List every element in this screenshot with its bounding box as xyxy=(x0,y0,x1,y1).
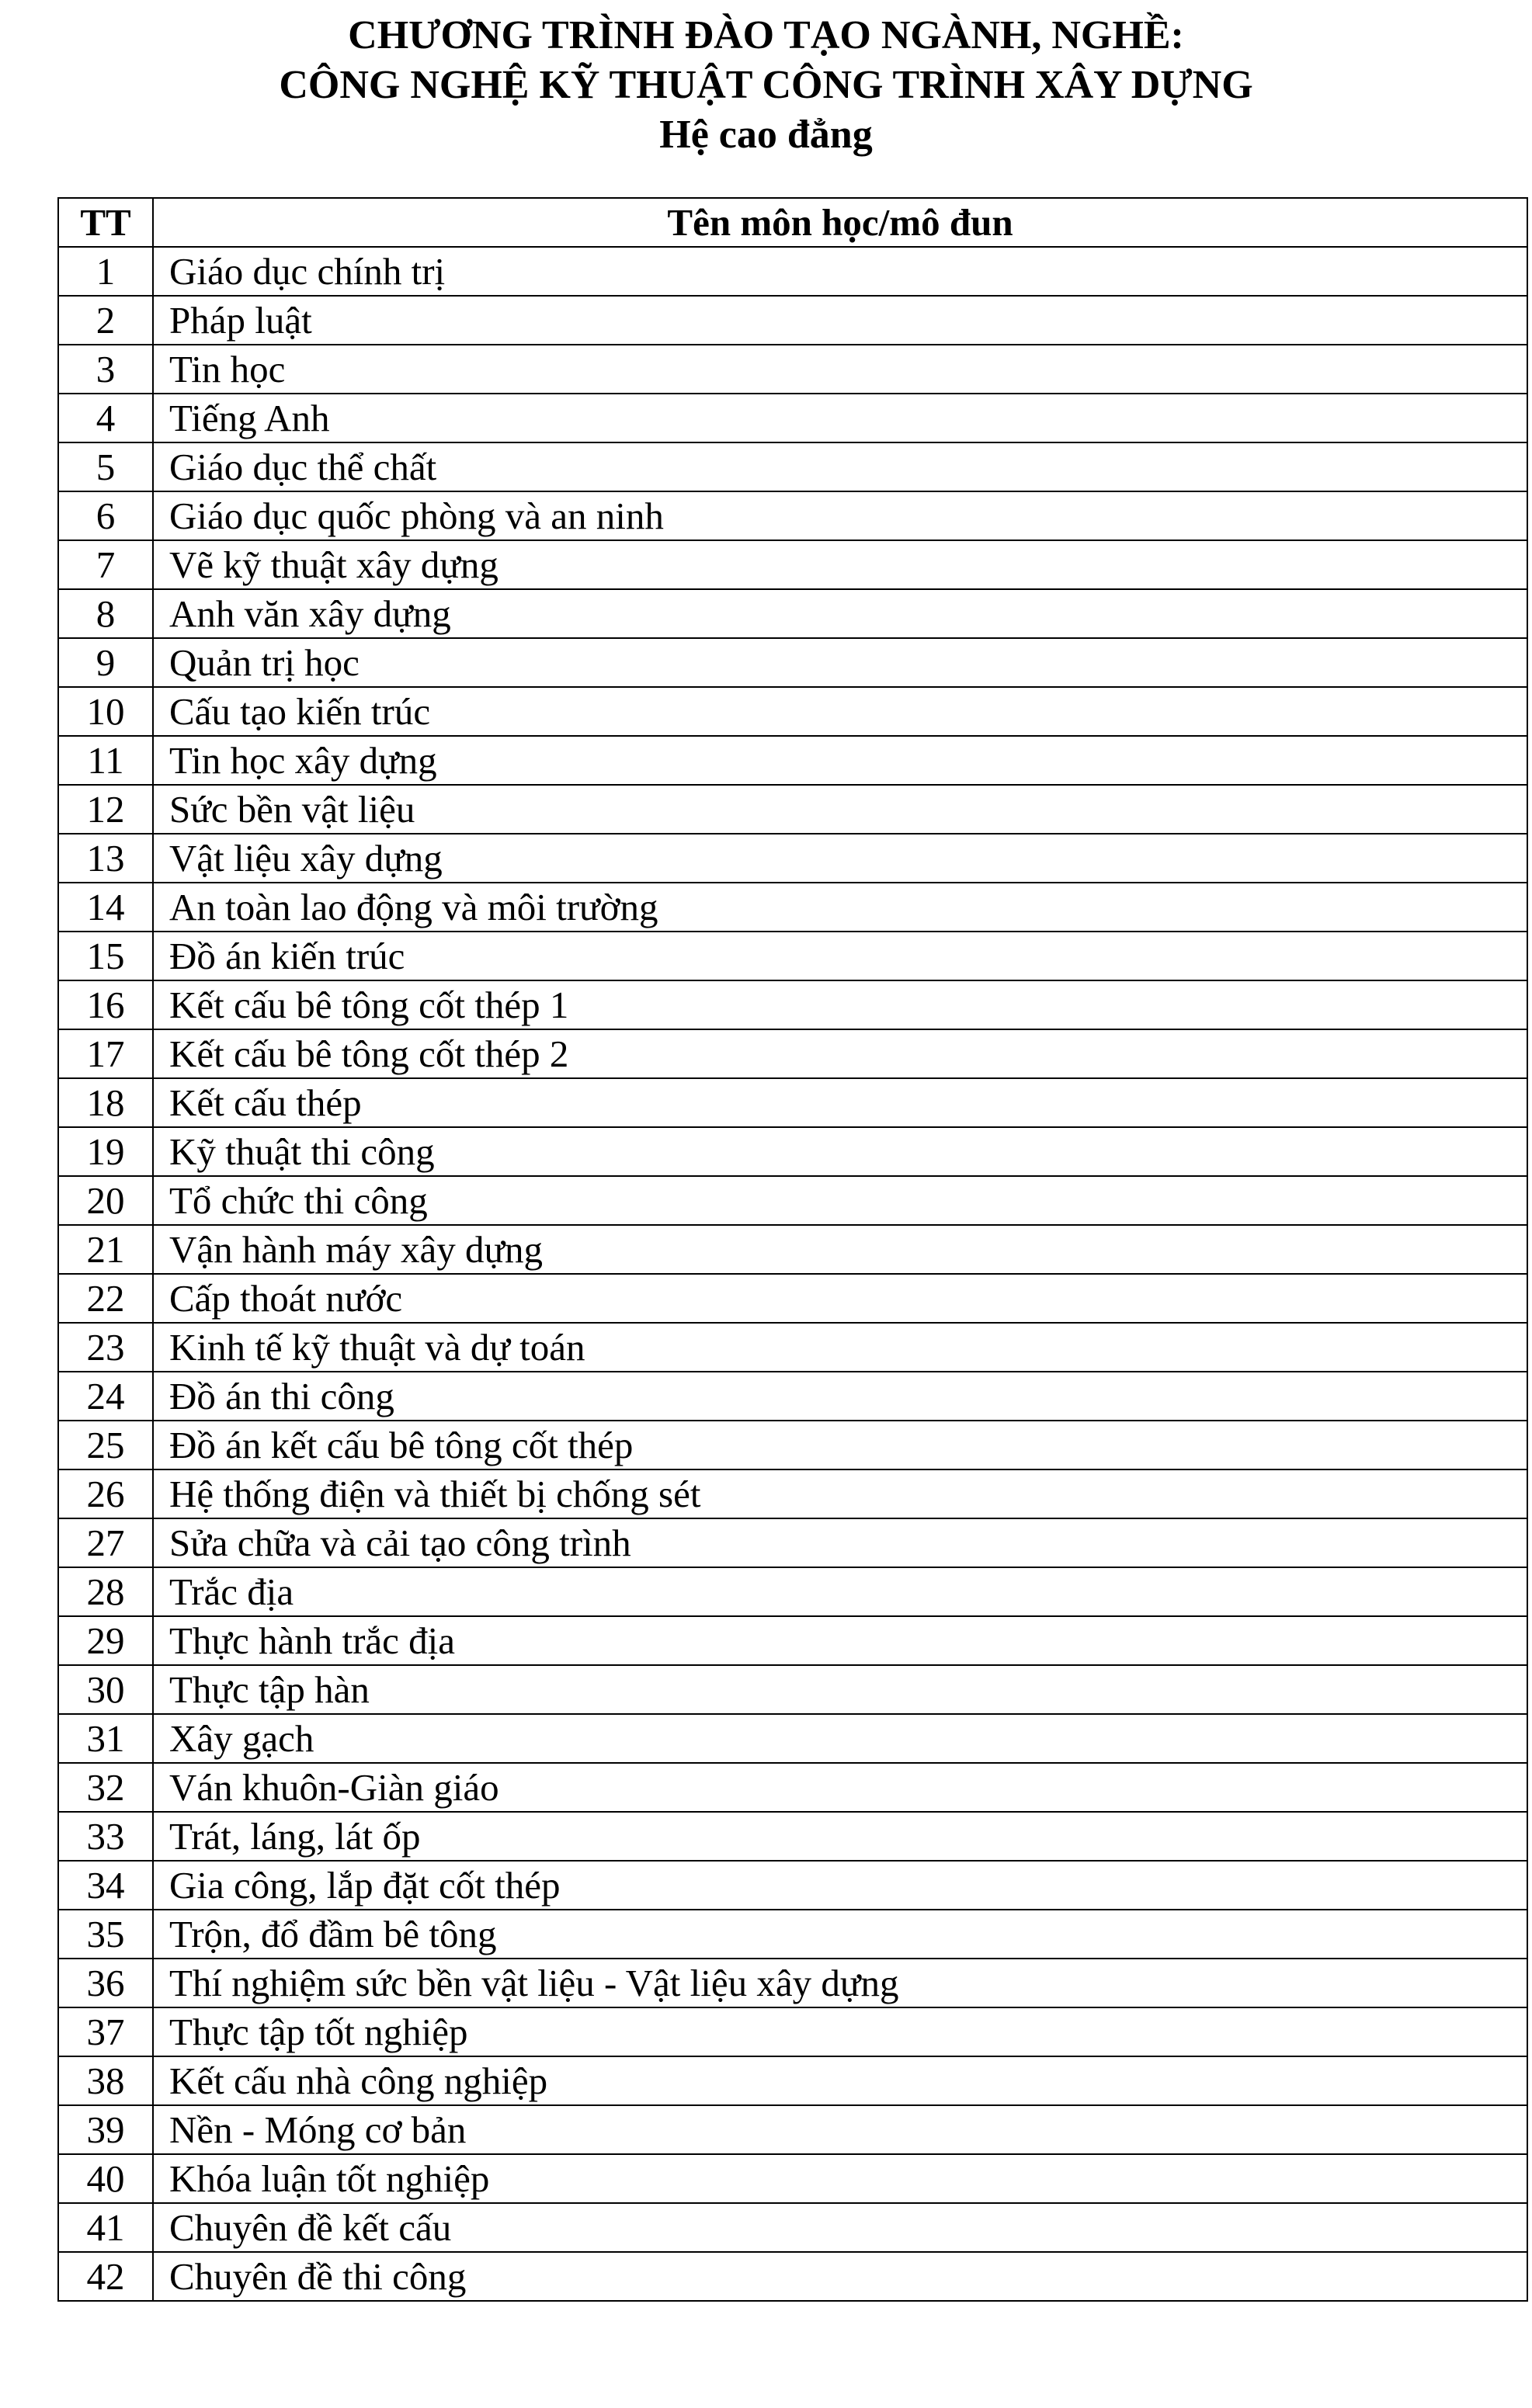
row-number-cell: 33 xyxy=(58,1812,153,1861)
course-name-cell: Kỹ thuật thi công xyxy=(153,1127,1527,1176)
table-row xyxy=(58,2252,1527,2301)
row-number-cell: 42 xyxy=(58,2252,153,2301)
row-number-cell: 31 xyxy=(58,1714,153,1763)
row-number-cell: 38 xyxy=(58,2056,153,2105)
table-row xyxy=(58,1763,1527,1812)
table-row xyxy=(58,394,1527,442)
table-row xyxy=(58,2105,1527,2154)
course-name-cell: Trát, láng, lát ốp xyxy=(153,1812,1527,1861)
course-name-cell: Kết cấu bê tông cốt thép 2 xyxy=(153,1029,1527,1078)
course-name-cell: Chuyên đề kết cấu xyxy=(153,2203,1527,2252)
table-row xyxy=(58,1567,1527,1616)
table-row xyxy=(58,2007,1527,2056)
course-name-cell: Tổ chức thi công xyxy=(153,1176,1527,1225)
row-number-cell: 18 xyxy=(58,1078,153,1127)
course-name-cell: Tiếng Anh xyxy=(153,394,1527,442)
course-name-cell: Giáo dục quốc phòng và an ninh xyxy=(153,491,1527,540)
program-level: Hệ cao đẳng xyxy=(659,113,873,157)
row-number-cell: 12 xyxy=(58,785,153,834)
course-table-container xyxy=(57,197,1527,2302)
table-row xyxy=(58,1274,1527,1323)
course-name-cell: Giáo dục thể chất xyxy=(153,442,1527,491)
table-row xyxy=(58,491,1527,540)
course-name-cell: Tin học xyxy=(153,345,1527,394)
table-row xyxy=(58,736,1527,785)
row-number-cell: 35 xyxy=(58,1910,153,1959)
course-name-cell: Khóa luận tốt nghiệp xyxy=(153,2154,1527,2203)
course-name-cell: Thực tập tốt nghiệp xyxy=(153,2007,1527,2056)
table-row xyxy=(58,1959,1527,2007)
row-number-cell: 7 xyxy=(58,540,153,589)
table-row xyxy=(58,687,1527,736)
row-number-cell: 5 xyxy=(58,442,153,491)
row-number-cell: 26 xyxy=(58,1469,153,1518)
course-name-cell: Thực tập hàn xyxy=(153,1665,1527,1714)
table-row xyxy=(58,1372,1527,1421)
table-row xyxy=(58,1665,1527,1714)
row-number-cell: 17 xyxy=(58,1029,153,1078)
row-number-cell: 4 xyxy=(58,394,153,442)
program-title: CHƯƠNG TRÌNH ĐÀO TẠO NGÀNH, NGHỀ: xyxy=(348,13,1184,57)
course-name-cell: Thí nghiệm sức bền vật liệu - Vật liệu xây dựng xyxy=(153,1959,1527,2007)
table-row xyxy=(58,883,1527,932)
row-number-cell: 37 xyxy=(58,2007,153,2056)
row-number-cell: 40 xyxy=(58,2154,153,2203)
course-name-cell: Đồ án thi công xyxy=(153,1372,1527,1421)
table-row xyxy=(58,1518,1527,1567)
table-row xyxy=(58,1910,1527,1959)
table-row xyxy=(58,247,1527,296)
course-name-cell: Kết cấu thép xyxy=(153,1078,1527,1127)
table-row xyxy=(58,1176,1527,1225)
table-row xyxy=(58,2203,1527,2252)
course-name-cell: An toàn lao động và môi trường xyxy=(153,883,1527,932)
table-row xyxy=(58,1323,1527,1372)
table-row xyxy=(58,1127,1527,1176)
table-row xyxy=(58,589,1527,638)
row-number-cell: 39 xyxy=(58,2105,153,2154)
table-row xyxy=(58,1469,1527,1518)
course-name-cell: Giáo dục chính trị xyxy=(153,247,1527,296)
course-name-cell: Vận hành máy xây dựng xyxy=(153,1225,1527,1274)
row-number-cell: 6 xyxy=(58,491,153,540)
row-number-cell: 22 xyxy=(58,1274,153,1323)
row-number-cell: 27 xyxy=(58,1518,153,1567)
course-name-cell: Pháp luật xyxy=(153,296,1527,345)
row-number-cell: 16 xyxy=(58,980,153,1029)
course-name-cell: Ván khuôn-Giàn giáo xyxy=(153,1763,1527,1812)
table-row xyxy=(58,1225,1527,1274)
row-number-cell: 23 xyxy=(58,1323,153,1372)
row-number-cell: 21 xyxy=(58,1225,153,1274)
course-name-cell: Vật liệu xây dựng xyxy=(153,834,1527,883)
course-name-cell: Nền - Móng cơ bản xyxy=(153,2105,1527,2154)
row-number-cell: 29 xyxy=(58,1616,153,1665)
row-number-cell: 14 xyxy=(58,883,153,932)
table-row xyxy=(58,834,1527,883)
document-header xyxy=(0,11,1532,160)
course-name-cell: Cấp thoát nước xyxy=(153,1274,1527,1323)
row-number-cell: 25 xyxy=(58,1421,153,1469)
course-name-cell: Kết cấu nhà công nghiệp xyxy=(153,2056,1527,2105)
course-name-cell: Đồ án kiến trúc xyxy=(153,932,1527,980)
row-number-cell: 30 xyxy=(58,1665,153,1714)
course-name-cell: Anh văn xây dựng xyxy=(153,589,1527,638)
course-name-cell: Trắc địa xyxy=(153,1567,1527,1616)
row-number-cell: 24 xyxy=(58,1372,153,1421)
row-number-cell: 10 xyxy=(58,687,153,736)
row-number-cell: 3 xyxy=(58,345,153,394)
table-row xyxy=(58,932,1527,980)
row-number-cell: 19 xyxy=(58,1127,153,1176)
course-name-cell: Kinh tế kỹ thuật và dự toán xyxy=(153,1323,1527,1372)
column-header-name: Tên môn học/mô đun xyxy=(153,198,1527,247)
course-name-cell: Xây gạch xyxy=(153,1714,1527,1763)
table-row xyxy=(58,1078,1527,1127)
course-name-cell: Kết cấu bê tông cốt thép 1 xyxy=(153,980,1527,1029)
course-name-cell: Thực hành trắc địa xyxy=(153,1616,1527,1665)
course-name-cell: Trộn, đổ đầm bê tông xyxy=(153,1910,1527,1959)
course-name-cell: Gia công, lắp đặt cốt thép xyxy=(153,1861,1527,1910)
course-name-cell: Chuyên đề thi công xyxy=(153,2252,1527,2301)
row-number-cell: 20 xyxy=(58,1176,153,1225)
table-row xyxy=(58,2056,1527,2105)
table-row xyxy=(58,345,1527,394)
table-row xyxy=(58,540,1527,589)
course-name-cell: Tin học xây dựng xyxy=(153,736,1527,785)
row-number-cell: 11 xyxy=(58,736,153,785)
table-body xyxy=(58,247,1527,2301)
table-row xyxy=(58,442,1527,491)
row-number-cell: 13 xyxy=(58,834,153,883)
table-row xyxy=(58,638,1527,687)
course-name-cell: Cấu tạo kiến trúc xyxy=(153,687,1527,736)
row-number-cell: 15 xyxy=(58,932,153,980)
row-number-cell: 34 xyxy=(58,1861,153,1910)
row-number-cell: 8 xyxy=(58,589,153,638)
table-header-row xyxy=(58,198,1527,247)
row-number-cell: 36 xyxy=(58,1959,153,2007)
course-name-cell: Đồ án kết cấu bê tông cốt thép xyxy=(153,1421,1527,1469)
table-row xyxy=(58,1029,1527,1078)
row-number-cell: 9 xyxy=(58,638,153,687)
course-name-cell: Vẽ kỹ thuật xây dựng xyxy=(153,540,1527,589)
column-header-tt: TT xyxy=(58,198,153,247)
table-row xyxy=(58,1714,1527,1763)
table-row xyxy=(58,1616,1527,1665)
table-row xyxy=(58,1861,1527,1910)
table-row xyxy=(58,785,1527,834)
row-number-cell: 28 xyxy=(58,1567,153,1616)
row-number-cell: 32 xyxy=(58,1763,153,1812)
table-row xyxy=(58,296,1527,345)
course-name-cell: Hệ thống điện và thiết bị chống sét xyxy=(153,1469,1527,1518)
row-number-cell: 2 xyxy=(58,296,153,345)
table-row xyxy=(58,2154,1527,2203)
table-row xyxy=(58,1421,1527,1469)
row-number-cell: 1 xyxy=(58,247,153,296)
course-name-cell: Quản trị học xyxy=(153,638,1527,687)
course-table xyxy=(57,197,1528,2302)
table-row xyxy=(58,980,1527,1029)
table-row xyxy=(58,1812,1527,1861)
row-number-cell: 41 xyxy=(58,2203,153,2252)
course-name-cell: Sức bền vật liệu xyxy=(153,785,1527,834)
course-name-cell: Sửa chữa và cải tạo công trình xyxy=(153,1518,1527,1567)
program-major: CÔNG NGHỆ KỸ THUẬT CÔNG TRÌNH XÂY DỰNG xyxy=(279,63,1253,107)
